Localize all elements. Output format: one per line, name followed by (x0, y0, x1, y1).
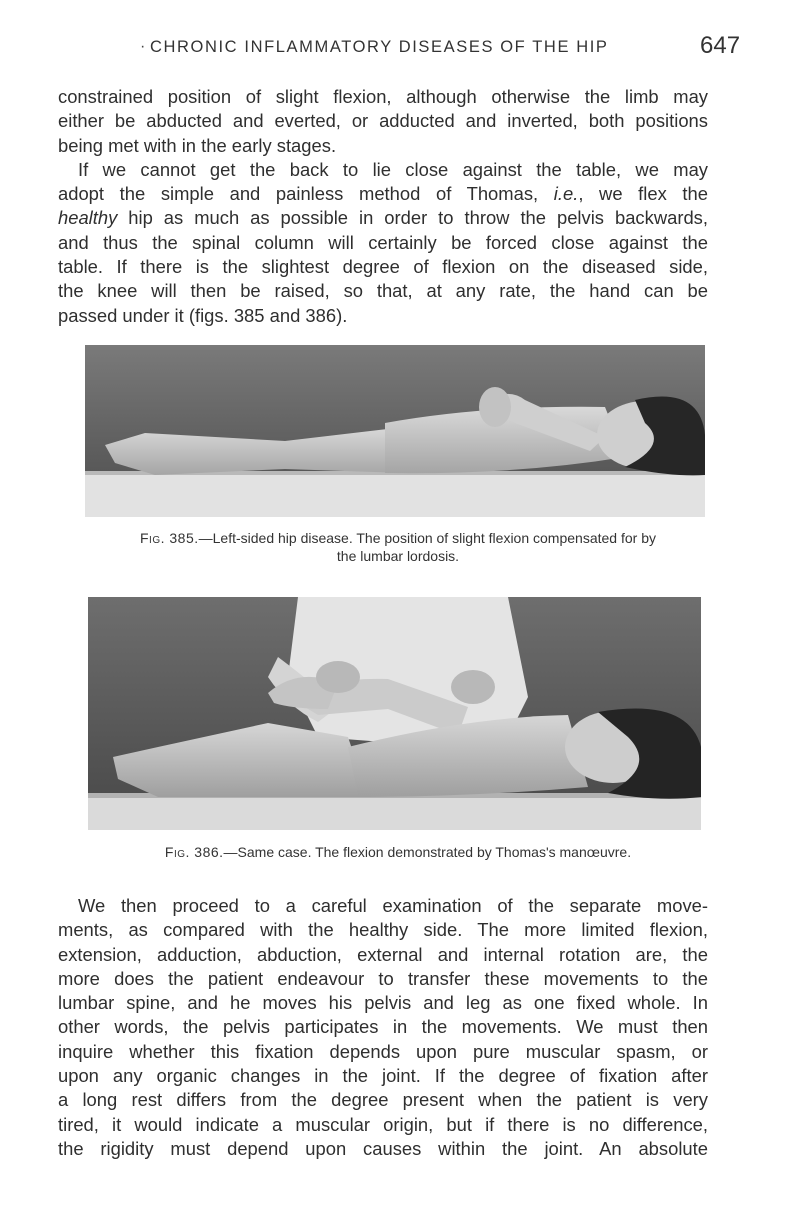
text-line: ments, as compared with the healthy side. The more limited flexion, (58, 919, 708, 941)
thomas-manoeuvre-image (88, 597, 701, 830)
text-line: the knee will then be raised, so that, at any rate, the hand can be (58, 280, 708, 302)
running-head (0, 32, 800, 62)
text-line: either be abducted and everted, or adducted and inverted, both positions (58, 110, 708, 132)
text-span: adopt the simple and painless method of Thomas, (58, 183, 554, 205)
text-line: table. If there is the slightest degree of flexion on the diseased side, (58, 256, 708, 278)
figure-label: Fig. 386. (164, 844, 224, 860)
caption-text: the lumbar lordosis. (336, 548, 460, 564)
figure-386-caption (88, 843, 708, 861)
text-line: inquire whether this fixation depends upon pure muscular spasm, or (58, 1040, 708, 1062)
text-line: constrained position of slight flexion, although otherwise the limb may (58, 86, 708, 107)
emphasis-healthy: healthy (58, 207, 118, 229)
text-line: a long rest differs from the degree present when the patient is very (58, 1089, 708, 1111)
text-line: and thus the spinal column will certainly be forced close against the (58, 231, 708, 253)
top-paragraph (58, 85, 708, 328)
text-line: more does the patient endeavour to transfer these movements to the (58, 967, 708, 989)
page-number: 647 (700, 32, 741, 59)
text-line (58, 182, 708, 206)
caption-text: —Same case. The flexion demonstrated by Thomas's manœuvre. (223, 844, 632, 860)
text-line: lumbar spine, and he moves his pelvis and leg as one fixed whole. In (58, 992, 708, 1014)
running-title: CHRONIC INFLAMMATORY DISEASES OF THE HIP (150, 38, 609, 56)
figure-386-photo (88, 597, 701, 830)
figure-385-caption (88, 529, 708, 565)
figure-385-photo (85, 345, 705, 517)
bottom-paragraph (58, 894, 708, 1161)
header-bullet: · (140, 38, 146, 55)
text-span: hip as much as possible in order to throw the pelvis backwards, (117, 207, 708, 229)
patient-lying-flat-image (85, 345, 705, 517)
text-line: We then proceed to a careful examination of the separate move- (78, 895, 708, 916)
text-line (58, 206, 708, 230)
caption-text: —Left-sided hip disease. The position of slight flexion compensated for by (198, 530, 656, 546)
text-line: upon any organic changes in the joint. If the degree of fixation after (58, 1065, 708, 1087)
text-line: passed under it (figs. 385 and 386). (58, 304, 348, 326)
figure-label: Fig. 385. (140, 530, 199, 546)
text-line: If we cannot get the back to lie close against the table, we may (78, 158, 708, 180)
text-span: , we flex the (578, 183, 708, 205)
emphasis-ie: i.e. (553, 183, 579, 205)
text-line: being met with in the early stages. (58, 134, 337, 156)
text-line: other words, the pelvis participates in the movements. We must then (58, 1016, 708, 1038)
text-line: extension, adduction, abduction, external and internal rotation are, the (58, 943, 708, 965)
text-line: tired, it would indicate a muscular origin, but if there is no difference, (58, 1113, 708, 1135)
text-line: the rigidity must depend upon causes within the joint. An absolute (58, 1137, 708, 1159)
